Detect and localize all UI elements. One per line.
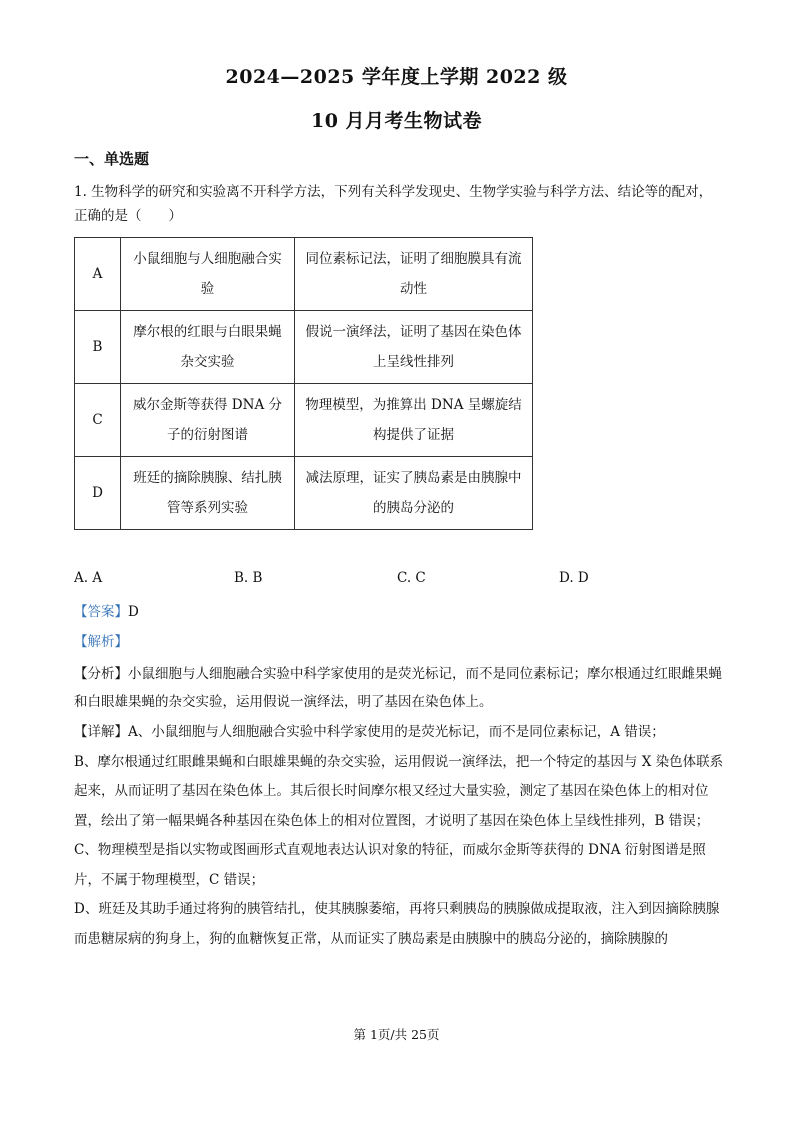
exam-title-line2: 10 月月考生物试卷 bbox=[310, 110, 483, 132]
row-method: 物理模型，为推算出 DNA 呈螺旋结构提供了证据 bbox=[295, 384, 533, 457]
row-method: 同位素标记法，证明了细胞膜具有流动性 bbox=[295, 238, 533, 311]
question-text: 1. 生物科学的研究和实验离不开科学方法，下列有关科学发现史、生物学实验与科学方法、结论等的配对，正确的是（ ） bbox=[74, 184, 713, 224]
choice-d: D. D bbox=[559, 570, 589, 586]
detail-paragraph bbox=[74, 718, 729, 954]
detail-label: 【详解】 bbox=[74, 724, 128, 740]
row-label: A bbox=[75, 238, 121, 311]
choice-a: A. A bbox=[74, 570, 103, 586]
row-label: B bbox=[75, 311, 121, 384]
choice-b: B. B bbox=[234, 570, 263, 586]
detail-a bbox=[74, 718, 729, 748]
analysis-paragraph bbox=[74, 660, 729, 716]
page-footer: 第 1页/共 25页 bbox=[353, 1027, 440, 1042]
analysis-text: 小鼠细胞与人细胞融合实验中科学家使用的是荧光标记，而不是同位素标记；摩尔根通过红眼雌果蝇和白眼雄果蝇的杂交实验，运用假说一演绎法，明了基因在染色体上。 bbox=[74, 666, 722, 710]
answer-label: 【答案】 bbox=[74, 604, 128, 620]
choice-c: C. C bbox=[397, 570, 426, 586]
detail-d: D、班廷及其助手通过将狗的胰管结扎，使其胰腺萎缩，再将只剩胰岛的胰腺做成提取液，注入到因摘除胰腺而患糖尿病的狗身上，狗的血糖恢复正常，从而证实了胰岛素是由胰腺中的胰岛分泌的，摘除胰腺的 bbox=[74, 901, 720, 947]
row-experiment: 班廷的摘除胰腺、结扎胰管等系列实验 bbox=[121, 457, 295, 530]
row-label: D bbox=[75, 457, 121, 530]
table-row bbox=[75, 457, 533, 530]
row-method: 假说一演绎法，证明了基因在染色体上呈线性排列 bbox=[295, 311, 533, 384]
row-experiment: 摩尔根的红眼与白眼果蝇杂交实验 bbox=[121, 311, 295, 384]
answer-line bbox=[74, 600, 139, 620]
options-table bbox=[74, 237, 533, 530]
row-experiment: 小鼠细胞与人细胞融合实验 bbox=[121, 238, 295, 311]
analysis-label: 【分析】 bbox=[74, 666, 128, 682]
detail-a-text: A、小鼠细胞与人细胞融合实验中科学家使用的是荧光标记，而不是同位素标记，A 错误； bbox=[128, 724, 665, 740]
detail-b: B、摩尔根通过红眼雌果蝇和白眼雄果蝇的杂交实验，运用假说一演绎法，把一个特定的基因与 X 染色体联系起来，从而证明了基因在染色体上。其后很长时间摩尔根又经过大量实验，测定了基因在染色体上的相对位置，绘出了第一幅果蝇各种基因在染色体上的相对位置图，才说明了基因在染色体上呈线性排列，B 错误； bbox=[74, 753, 724, 829]
answer-value: D bbox=[128, 604, 139, 620]
row-experiment: 威尔金斯等获得 DNA 分子的衍射图谱 bbox=[121, 384, 295, 457]
detail-c: C、物理模型是指以实物或图画形式直观地表达认识对象的特征，而威尔金斯等获得的 DNA 衍射图谱是照片，不属于物理模型，C 错误； bbox=[74, 842, 706, 888]
section-title: 一、单选题 bbox=[74, 150, 150, 168]
exam-title-line1: 2024—2025 学年度上学期 2022 级 bbox=[225, 66, 568, 88]
table-row bbox=[75, 384, 533, 457]
table-row bbox=[75, 311, 533, 384]
row-method: 减法原理，证实了胰岛素是由胰腺中的胰岛分泌的 bbox=[295, 457, 533, 530]
jiexi-label: 【解析】 bbox=[74, 634, 128, 650]
row-label: C bbox=[75, 384, 121, 457]
table-row bbox=[75, 238, 533, 311]
